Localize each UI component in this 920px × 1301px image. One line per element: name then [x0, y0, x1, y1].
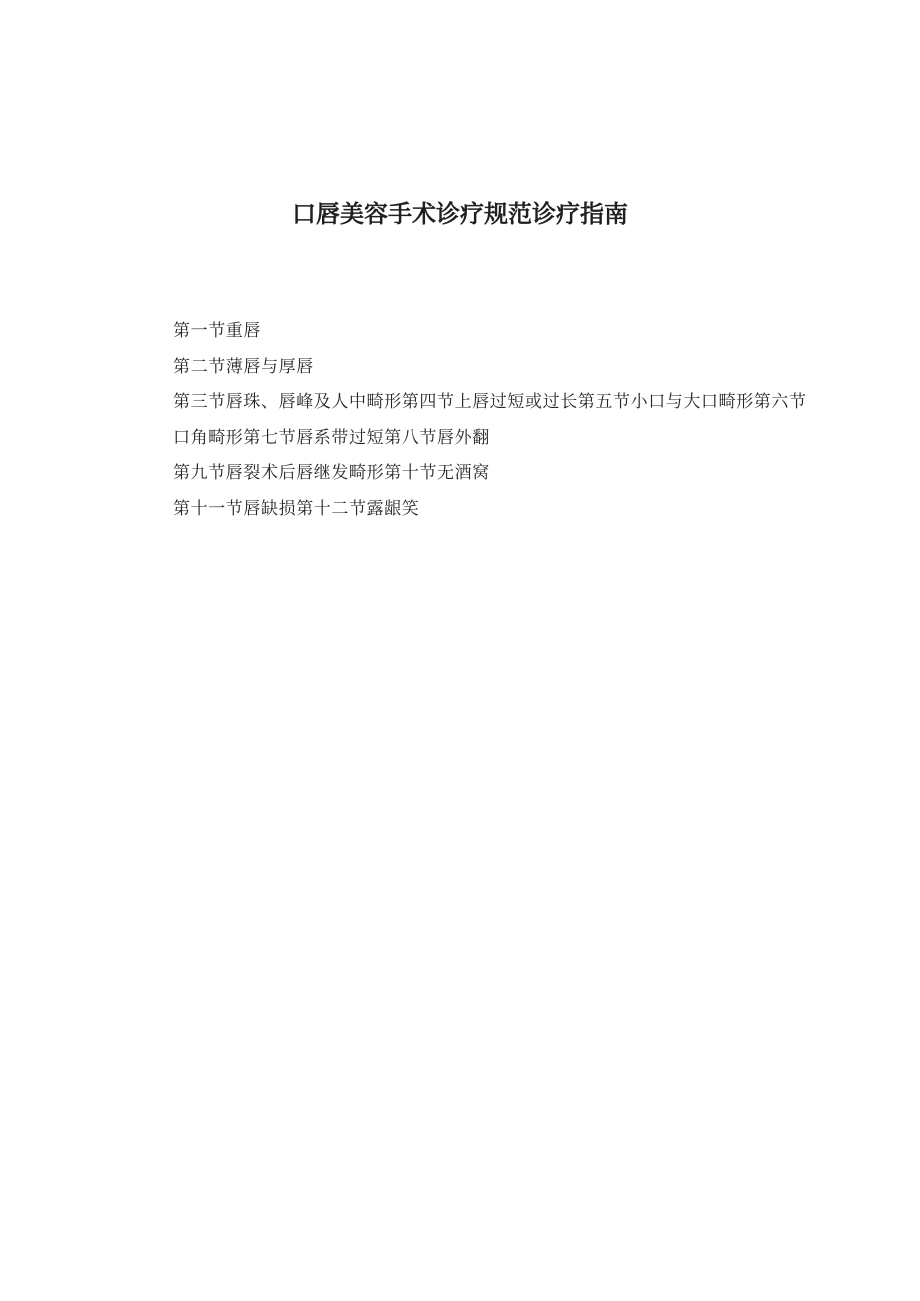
section-list — [173, 313, 807, 526]
section-line-3: 第三节唇珠、唇峰及人中畸形第四节上唇过短或过长第五节小口与大口畸形第六节 — [173, 392, 807, 411]
section-line-1: 第一节重唇 — [173, 321, 261, 340]
section-line-5: 第九节唇裂术后唇继发畸形第十节无酒窝 — [173, 463, 490, 482]
section-line-2: 第二节薄唇与厚唇 — [173, 356, 314, 376]
section-line-6: 第十一节唇缺损第十二节露龈笑 — [173, 498, 420, 518]
document-title: 口唇美容手术诊疗规范诊疗指南 — [292, 201, 628, 228]
section-line-4: 口角畸形第七节唇系带过短第八节唇外翻 — [173, 427, 490, 447]
